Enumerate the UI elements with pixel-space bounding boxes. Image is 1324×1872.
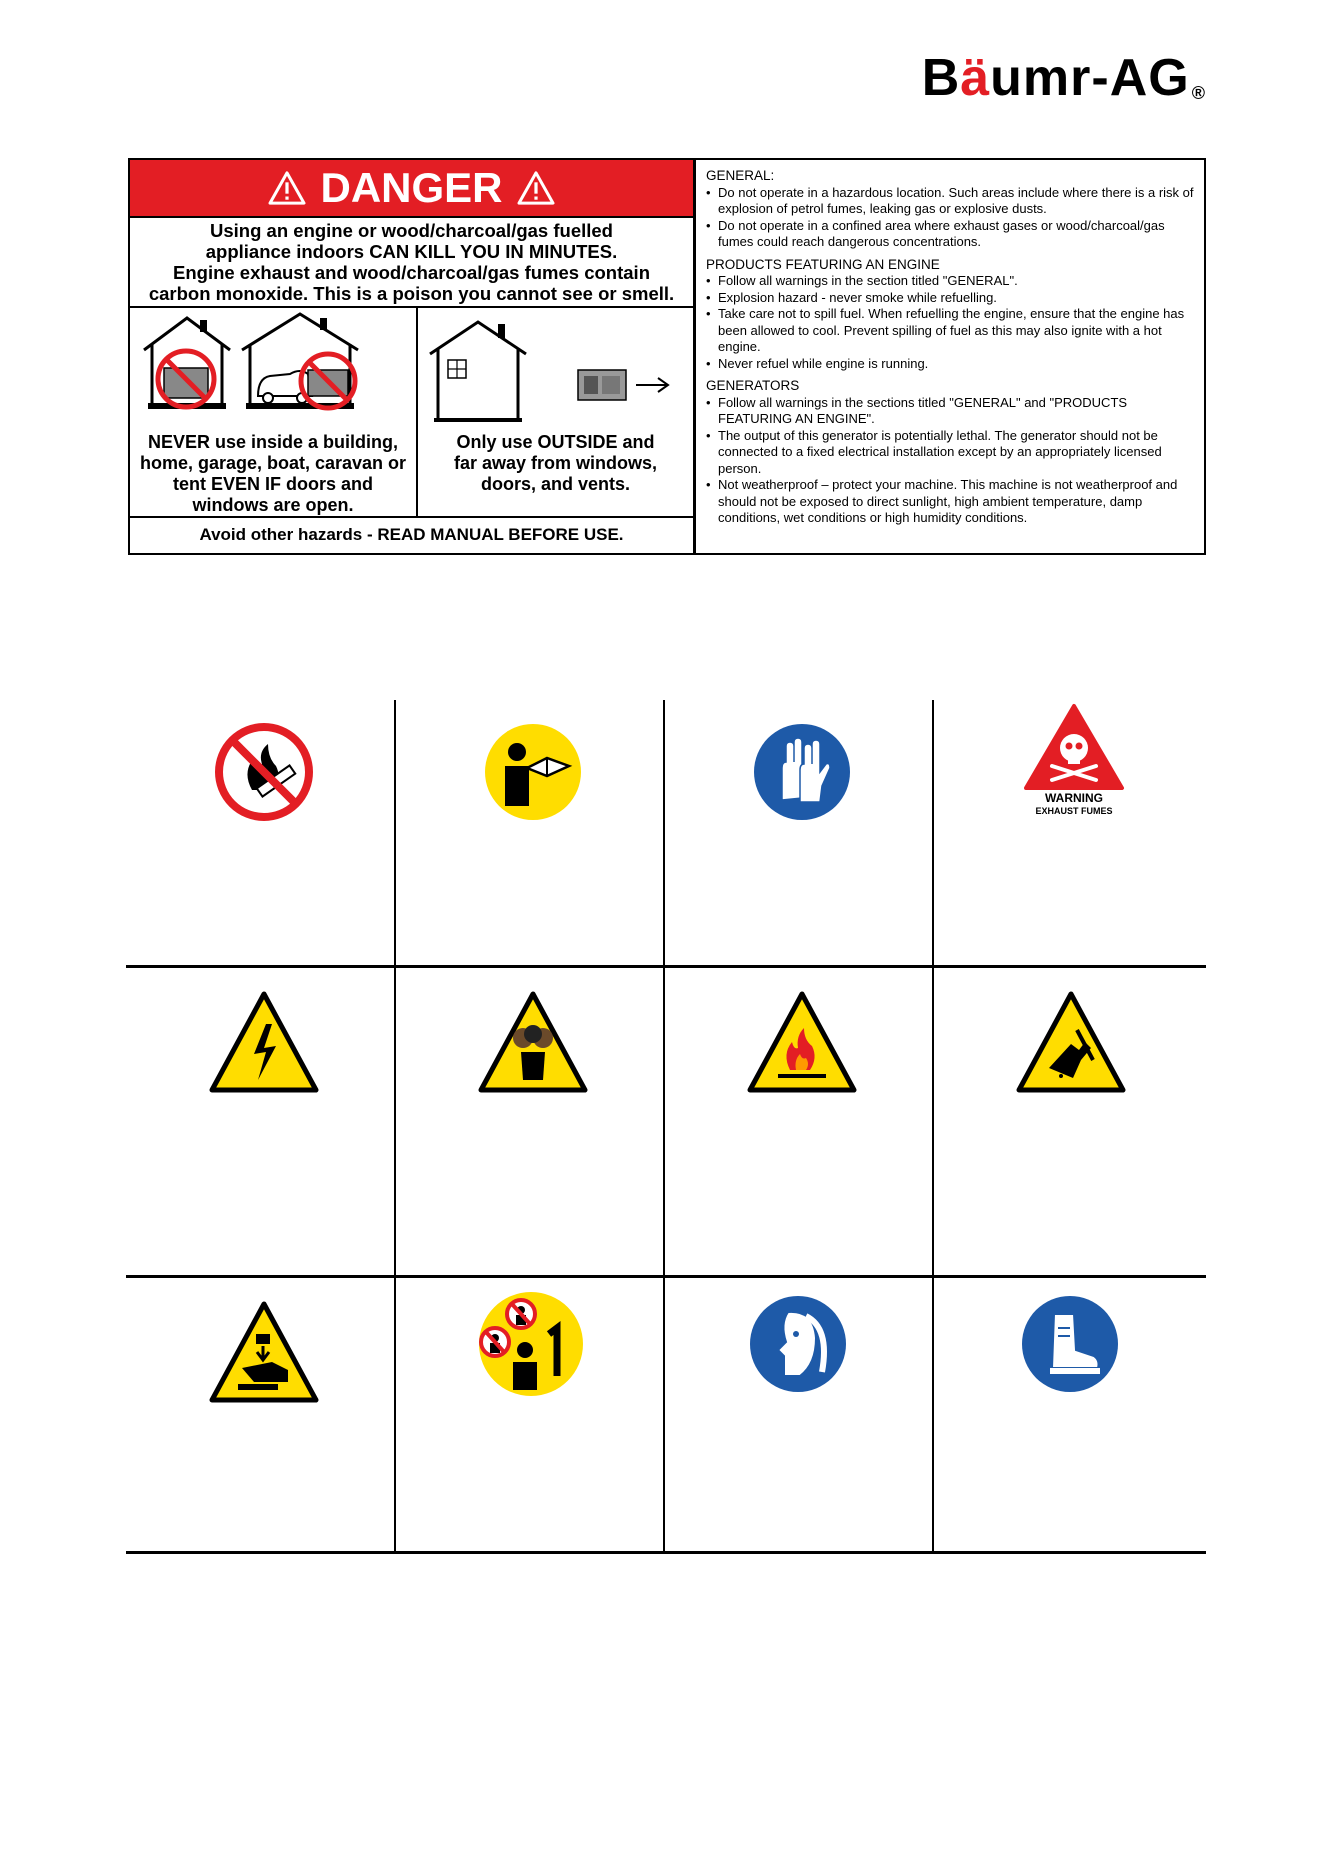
- warning-item: • The output of this generator is potentially lethal. The generator should not be connected to a fixed electrical installation except by an appropriately licensed person.: [706, 428, 1194, 478]
- toxic-fumes-icon: [477, 990, 589, 1094]
- crushing-hazard-icon: [208, 1300, 320, 1404]
- warning-item: • Do not operate in a hazardous location. Such areas include where there is a risk of explosion of petrol fumes, leaking gas or explosive dusts.: [706, 185, 1194, 218]
- warning-item: • Follow all warnings in the section titled "GENERAL".: [706, 273, 1194, 290]
- warning-item: • Never refuel while engine is running.: [706, 356, 1194, 373]
- electric-shock-icon: [208, 990, 320, 1094]
- general-heading: GENERAL:: [706, 168, 775, 183]
- logo-text-a-umlaut: ä: [960, 49, 991, 107]
- grid-divider: [932, 700, 934, 1552]
- warning-item: • Do not operate in a confined area where exhaust gases or wood/charcoal/gas fumes could reach dangerous concentrations.: [706, 218, 1194, 251]
- never-inside-text: NEVER use inside a building, home, garage, boat, caravan or tent EVEN IF doors and windows are open.: [139, 431, 407, 515]
- intro-line: carbon monoxide. This is a poison you cannot see or smell.: [148, 283, 675, 305]
- warning-item: • Take care not to spill fuel. When refuelling the engine, ensure that the engine has been allowed to cool. Prevent spilling of fuel as this may also ignite with a hot engine.: [706, 306, 1194, 356]
- danger-intro: [130, 218, 693, 308]
- keep-bystanders-away-icon: [477, 1290, 585, 1398]
- logo-text-b: B: [921, 49, 961, 107]
- grid-divider: [394, 700, 396, 1552]
- house-garage-prohibited-icon: [130, 308, 416, 428]
- logo-text-rest: umr-AG: [990, 49, 1190, 107]
- grid-divider: [126, 965, 1206, 968]
- generators-heading: GENERATORS: [706, 378, 800, 393]
- read-manual-icon: [483, 722, 583, 822]
- only-outside-text: Only use OUTSIDE and far away from windows, doors, and vents.: [453, 431, 658, 494]
- danger-title: DANGER: [320, 164, 503, 212]
- products-list: [706, 273, 1194, 372]
- intro-line: appliance indoors CAN KILL YOU IN MINUTES.: [205, 241, 618, 263]
- safety-symbol-grid: [126, 700, 1206, 1554]
- danger-left-panel: [130, 160, 696, 553]
- warning-item: • Explosion hazard - never smoke while refuelling.: [706, 290, 1194, 307]
- grid-divider: [663, 700, 665, 1552]
- danger-pictograms: [130, 308, 693, 518]
- danger-label: [128, 158, 1206, 555]
- exhaust-fumes-warning-icon: [1014, 700, 1134, 820]
- exhaust-warning-text: WARNING: [1045, 791, 1103, 805]
- warning-triangle-icon: [517, 171, 555, 205]
- warning-item: • Not weatherproof – protect your machine. This machine is not weatherproof and should not be exposed to direct sunlight, high ambient temperature, damp conditions, wet conditions or high humidity conditions.: [706, 477, 1194, 527]
- wear-face-shield-icon: [748, 1294, 848, 1394]
- only-outside-panel: [418, 308, 693, 516]
- danger-footer: Avoid other hazards - READ MANUAL BEFORE USE.: [199, 525, 624, 545]
- warning-triangle-icon: [268, 171, 306, 205]
- brand-logo: [921, 49, 1206, 107]
- flammable-icon: [746, 990, 858, 1094]
- generators-list: [706, 395, 1194, 527]
- grid-divider: [126, 1275, 1206, 1278]
- warning-item: • Follow all warnings in the sections titled "GENERAL" and "PRODUCTS FEATURING AN ENGINE".: [706, 395, 1194, 428]
- intro-line: Engine exhaust and wood/charcoal/gas fumes contain: [173, 262, 650, 284]
- wear-gloves-icon: [752, 722, 852, 822]
- never-inside-panel: [130, 308, 418, 516]
- cutting-hazard-icon: [1015, 990, 1127, 1094]
- no-open-flame-icon: [214, 722, 314, 822]
- intro-line: Using an engine or wood/charcoal/gas fuelled: [210, 220, 613, 242]
- grid-divider: [126, 1551, 1206, 1554]
- registered-mark: ®: [1191, 83, 1206, 103]
- danger-header: [130, 160, 693, 218]
- wear-safety-boots-icon: [1020, 1294, 1120, 1394]
- general-list: [706, 185, 1194, 251]
- products-heading: PRODUCTS FEATURING AN ENGINE: [706, 256, 940, 272]
- exhaust-fumes-text: EXHAUST FUMES: [1035, 806, 1113, 816]
- house-generator-outside-icon: [418, 308, 690, 428]
- general-warnings-panel: [696, 160, 1204, 553]
